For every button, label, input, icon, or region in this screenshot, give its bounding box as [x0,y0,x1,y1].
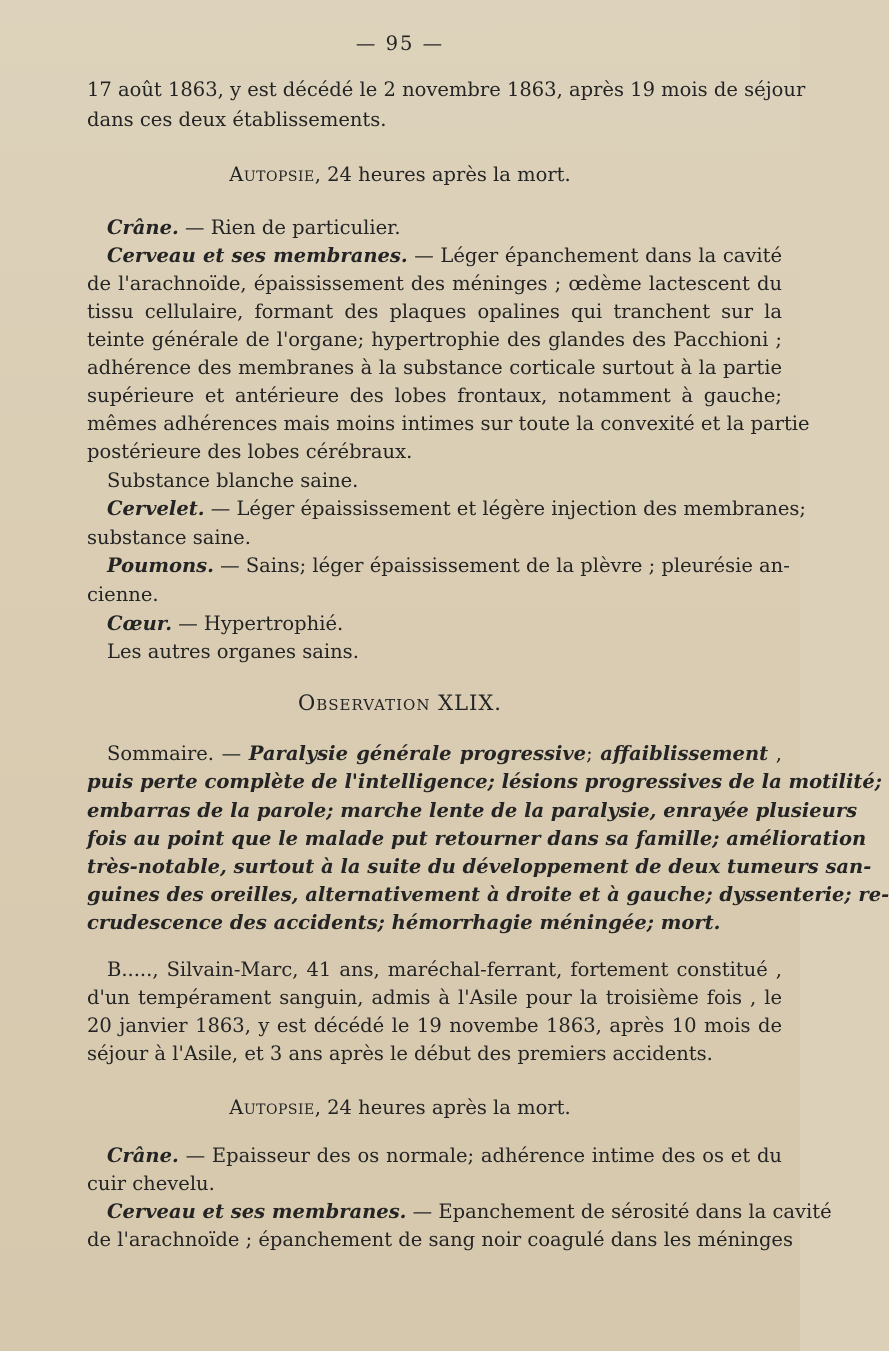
poumons-entry [107,552,790,579]
sommaire-line-1 [107,740,782,767]
crane-entry-2 [107,1142,782,1169]
cerveau-line-4: teinte générale de l'organe; hypertrophie des glandes des Pacchioni ; [87,328,782,351]
coeur-text: — Hypertrophié. [172,612,344,635]
cervelet-entry [107,495,806,522]
autopsy-heading-2-rest: , 24 heures après la mort. [314,1096,571,1119]
cerveau-line-5: adhérence des membranes à la substance corticale surtout à la partie [87,356,782,379]
cervelet-label: Cervelet. [107,497,205,520]
sommaire-end: , [768,742,782,765]
coeur-entry [107,610,343,637]
observation-heading: Observation XLIX. [298,691,502,715]
cerveau-line-8: postérieure des lobes cérébraux. [87,440,413,463]
patient-line-2: d'un tempérament sanguin, admis à l'Asile pour la troisième fois , le [87,986,782,1009]
sommaire-line-7: crudescence des accidents; hémorrhagie méningée; mort. [87,911,721,934]
sommaire-label: Sommaire. — [107,742,249,765]
sommaire-line-4: fois au point que le malade put retourner dans sa famille; amélioration [87,827,867,850]
patient-line-4: séjour à l'Asile, et 3 ans après le début des premiers accidents. [87,1042,713,1065]
autopsy-heading-1-label: Autopsie [229,163,315,186]
cerveau-line-6: supérieure et antérieure des lobes frontaux, notamment à gauche; [87,384,782,407]
cerveau-label-1: Cerveau et ses membranes. [107,244,408,267]
crane-line-2: cuir chevelu. [87,1172,215,1195]
autopsy-heading-2 [0,1094,800,1121]
poumons-label: Poumons. [107,554,214,577]
crane-label-1: Crâne. [107,216,179,239]
cervelet-line-1: — Léger épaississement et légère injection des membranes; [204,497,806,520]
cervelet-line-2: substance saine. [87,526,251,549]
page-number: — 95 — [355,32,445,55]
top-paragraph-line-1: 17 août 1863, y est décédé le 2 novembre 1863, après 19 mois de séjour [87,78,806,101]
sommaire-it-2: affaiblissement [600,742,769,765]
sommaire-line-2: puis perte complète de l'intelligence; lésions progressives de la motilité; [87,770,882,793]
crane-label-2: Crâne. [107,1144,179,1167]
cerveau-line-7: mêmes adhérences mais moins intimes sur toute la convexité et la partie [87,412,810,435]
cerveau2-line-2: de l'arachnoïde ; épanchement de sang noir coagulé dans les méninges [87,1228,793,1251]
autres-organes: Les autres organes sains. [107,640,359,663]
autopsy-heading-1-rest: , 24 heures après la mort. [314,163,571,186]
cerveau-line-1: — Léger épanchement dans la cavité [407,244,783,267]
crane-line-1: — Epaisseur des os normale; adhérence intime des os et du [178,1144,782,1167]
cerveau-line-2: de l'arachnoïde, épaississement des méninges ; œdème lactescent du [87,272,782,295]
cerveau-entry-2 [107,1198,832,1225]
sommaire-it-1: Paralysie générale progressive [248,742,587,765]
patient-line-1: B....., Silvain-Marc, 41 ans, maréchal-ferrant, fortement constitué , [107,958,782,981]
crane-text-1: — Rien de particulier. [178,216,401,239]
cerveau-label-2: Cerveau et ses membranes. [107,1200,407,1223]
poumons-line-1: — Sains; léger épaississement de la plèvre ; pleurésie an- [213,554,790,577]
substance-blanche: Substance blanche saine. [107,469,359,492]
cerveau-entry-1 [107,242,782,269]
cerveau2-line-1: — Epanchement de sérosité dans la cavité [406,1200,832,1223]
sommaire-line-3: embarras de la parole; marche lente de la paralysie, enrayée plusieurs [87,799,858,822]
autopsy-heading-2-label: Autopsie [229,1096,315,1119]
cerveau-line-3: tissu cellulaire, formant des plaques opalines qui tranchent sur la [87,300,782,323]
sommaire-line-6: guines des oreilles, alternativement à droite et à gauche; dyssenterie; re- [87,883,889,906]
coeur-label: Cœur. [107,612,173,635]
autopsy-heading-1 [0,161,800,188]
sommaire-line-5: très-notable, surtout à la suite du développement de deux tumeurs san- [87,855,872,878]
crane-entry-1 [107,214,401,241]
patient-line-3: 20 janvier 1863, y est décédé le 19 novembe 1863, après 10 mois de [87,1014,782,1037]
top-paragraph-line-2: dans ces deux établissements. [87,108,387,131]
sommaire-sep: ; [586,742,601,765]
poumons-line-2: cienne. [87,583,159,606]
